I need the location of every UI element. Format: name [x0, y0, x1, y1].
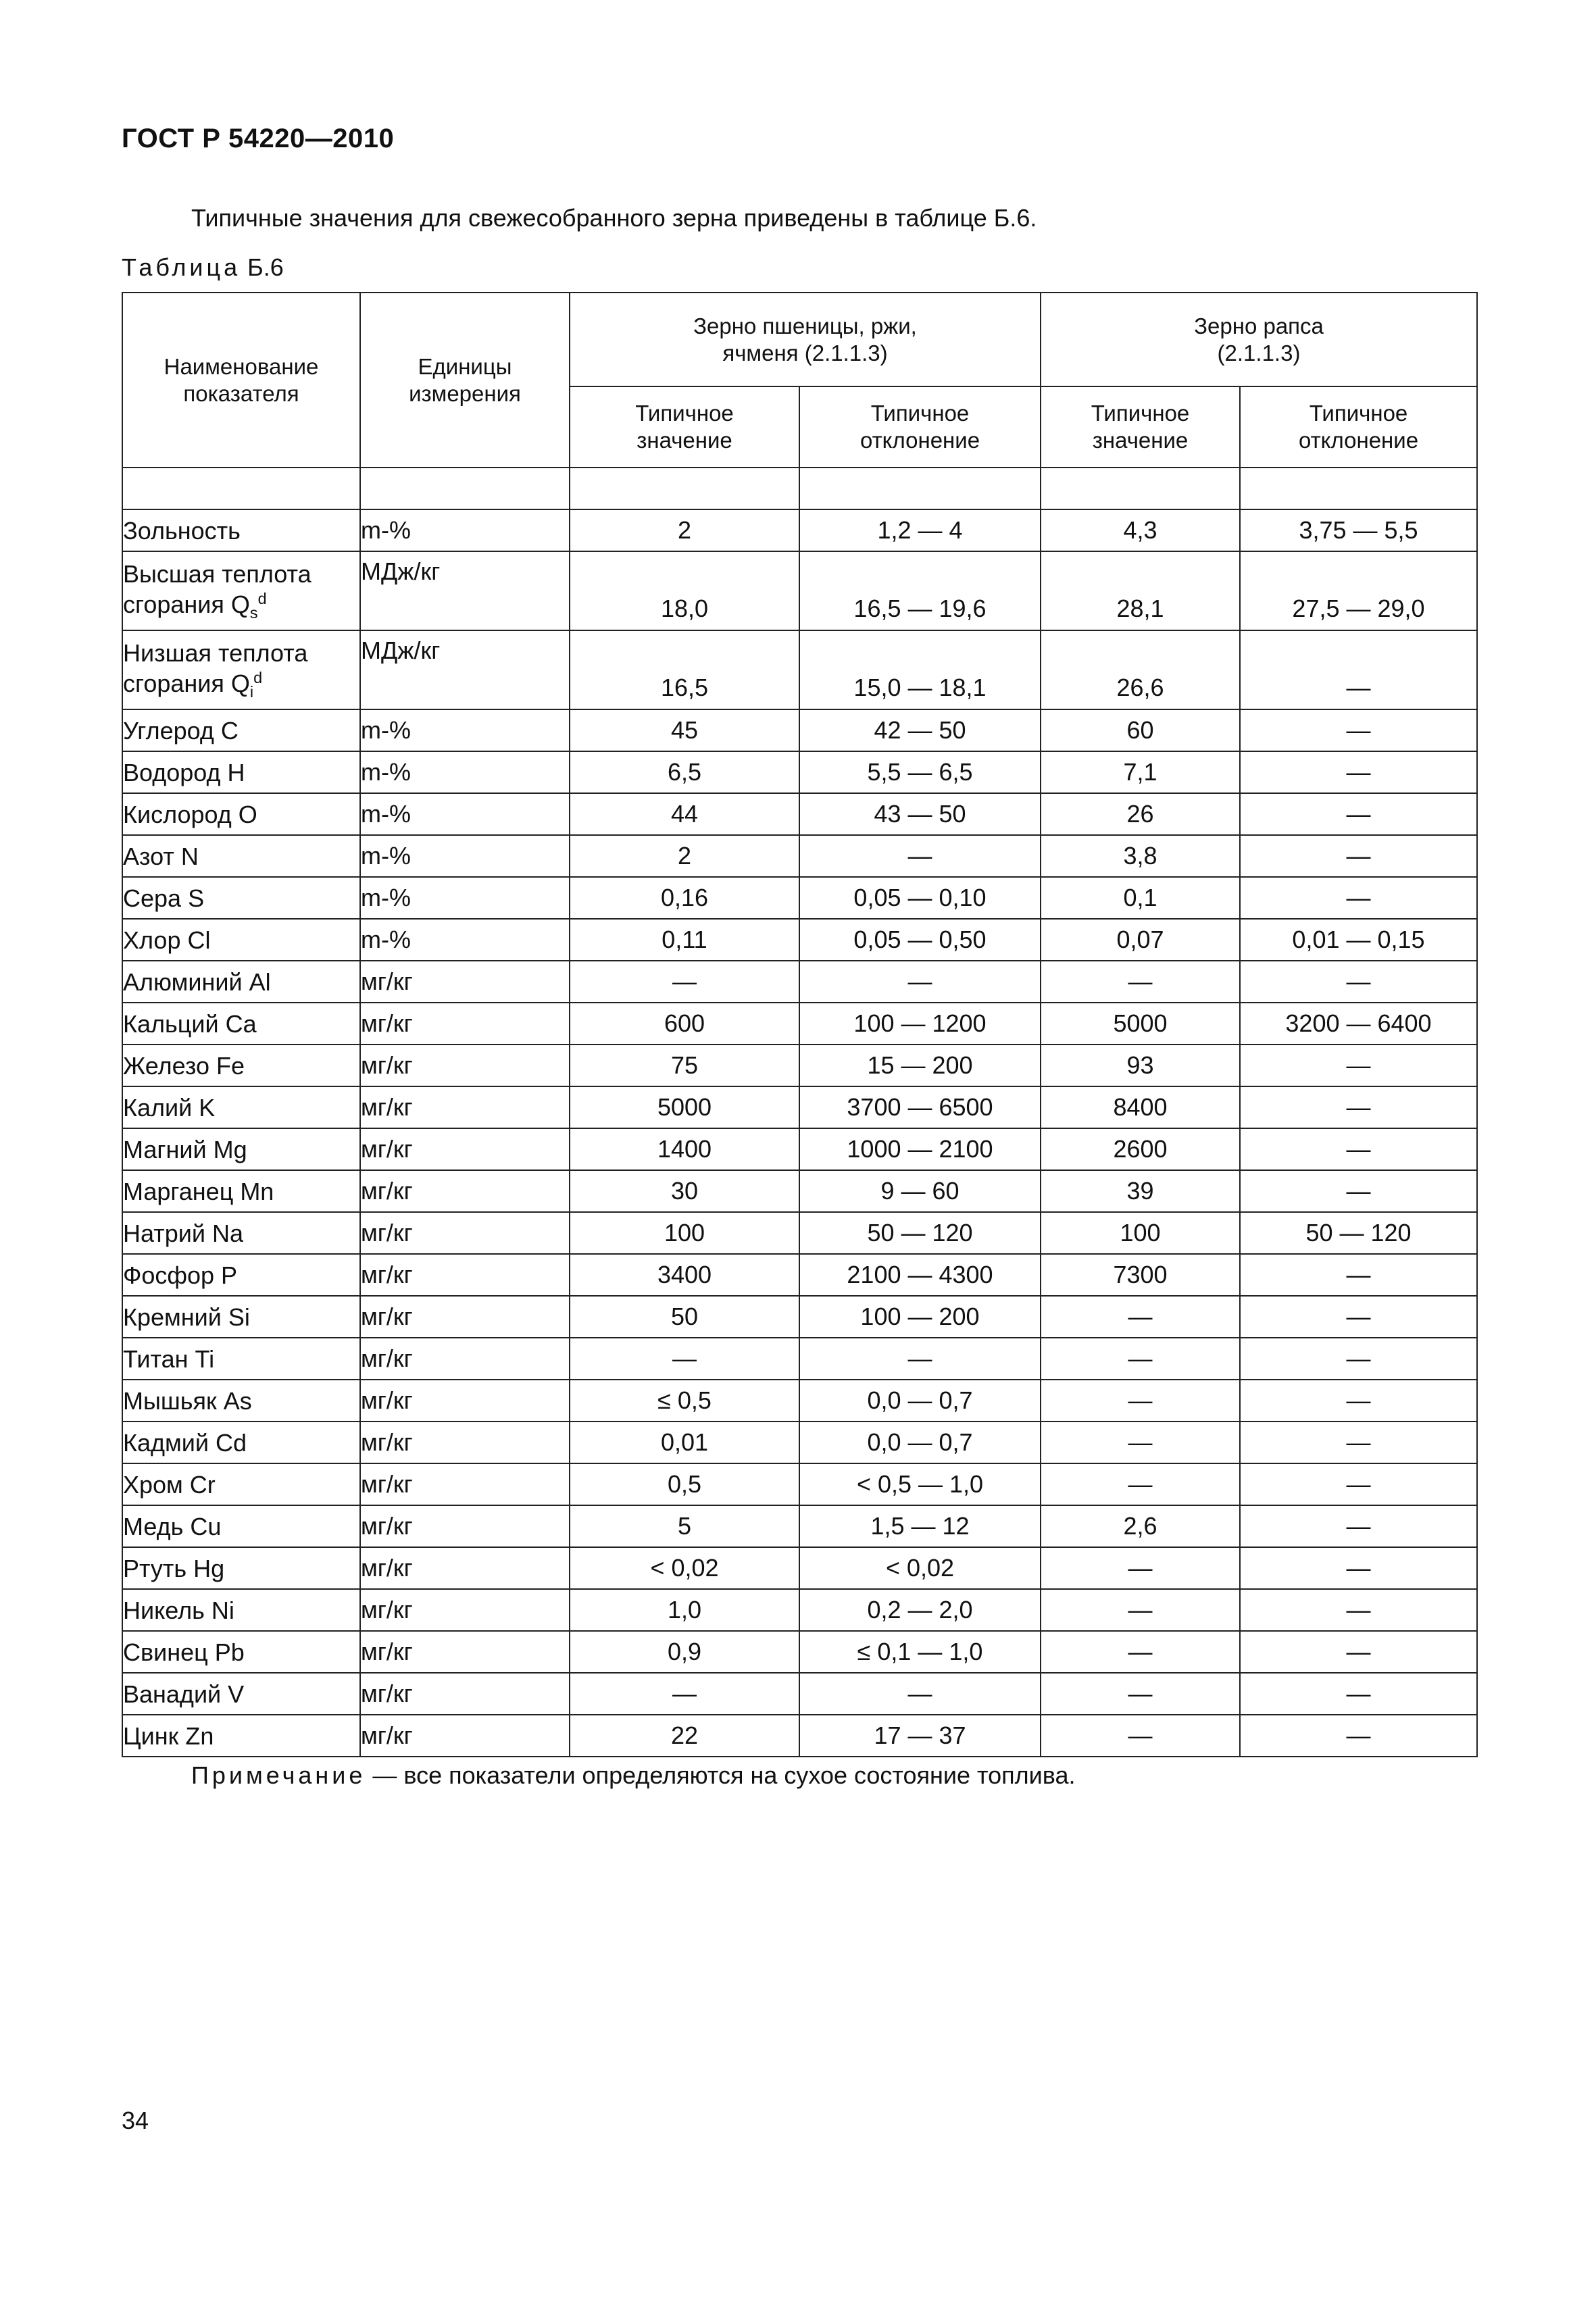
unit-cell: мг/кг: [360, 1045, 570, 1086]
grain-typical-deviation-cell: 5,5 — 6,5: [799, 751, 1041, 793]
grain-typical-deviation-cell: 16,5 — 19,6: [799, 551, 1041, 630]
rapeseed-typical-value-cell: 60: [1041, 709, 1240, 751]
table-row: [122, 551, 1477, 630]
table-row: [122, 1380, 1477, 1422]
grain-typical-deviation-cell: —: [799, 961, 1041, 1003]
indicator-name-cell: Мышьяк As: [122, 1380, 360, 1422]
grain-typical-deviation-cell: 100 — 1200: [799, 1003, 1041, 1045]
table-row: [122, 835, 1477, 877]
rapeseed-typical-value-cell: 26: [1041, 793, 1240, 835]
header-name: Наименование показателя: [122, 293, 360, 468]
indicator-name-cell: Кремний Si: [122, 1296, 360, 1338]
grain-typical-value-cell: —: [570, 1338, 799, 1380]
unit-cell: мг/кг: [360, 1212, 570, 1254]
unit-cell: мг/кг: [360, 1547, 570, 1589]
table-row: [122, 1673, 1477, 1715]
document-header: ГОСТ Р 54220—2010: [122, 124, 395, 153]
rapeseed-typical-deviation-cell: —: [1240, 793, 1477, 835]
rapeseed-typical-value-cell: 2,6: [1041, 1505, 1240, 1547]
header-group-grain: Зерно пшеницы, ржи, ячменя (2.1.1.3): [570, 293, 1041, 386]
table-row: [122, 961, 1477, 1003]
grain-typical-value-cell: 45: [570, 709, 799, 751]
header-typical-deviation: Типичное отклонение: [799, 386, 1041, 468]
rapeseed-typical-value-cell: —: [1041, 1673, 1240, 1715]
rapeseed-typical-value-cell: —: [1041, 961, 1240, 1003]
indicator-name-cell: Ртуть Hg: [122, 1547, 360, 1589]
rapeseed-typical-value-cell: 0,1: [1041, 877, 1240, 919]
rapeseed-typical-deviation-cell: —: [1240, 1589, 1477, 1631]
grain-typical-deviation-cell: 100 — 200: [799, 1296, 1041, 1338]
grain-typical-value-cell: 100: [570, 1212, 799, 1254]
unit-cell: МДж/кг: [360, 630, 570, 709]
grain-typical-value-cell: 0,11: [570, 919, 799, 961]
grain-typical-deviation-cell: —: [799, 835, 1041, 877]
table-row: [122, 919, 1477, 961]
rapeseed-typical-deviation-cell: —: [1240, 1380, 1477, 1422]
unit-cell: МДж/кг: [360, 551, 570, 630]
indicator-name-cell: Сера S: [122, 877, 360, 919]
rapeseed-typical-deviation-cell: 50 — 120: [1240, 1212, 1477, 1254]
table-row: [122, 1463, 1477, 1505]
grain-typical-value-cell: 2: [570, 835, 799, 877]
grain-typical-deviation-cell: 2100 — 4300: [799, 1254, 1041, 1296]
rapeseed-typical-value-cell: —: [1041, 1589, 1240, 1631]
grain-typical-deviation-cell: 0,0 — 0,7: [799, 1380, 1041, 1422]
grain-typical-deviation-cell: 0,05 — 0,50: [799, 919, 1041, 961]
grain-typical-value-cell: 44: [570, 793, 799, 835]
grain-typical-deviation-cell: 1,2 — 4: [799, 509, 1041, 551]
page-number: 34: [122, 2107, 149, 2134]
rapeseed-typical-deviation-cell: —: [1240, 1128, 1477, 1170]
rapeseed-typical-value-cell: 8400: [1041, 1086, 1240, 1128]
indicator-name-cell: Марганец Mn: [122, 1170, 360, 1212]
grain-typical-value-cell: 75: [570, 1045, 799, 1086]
table-row: [122, 1589, 1477, 1631]
rapeseed-typical-deviation-cell: —: [1240, 1715, 1477, 1757]
rapeseed-typical-value-cell: 7,1: [1041, 751, 1240, 793]
rapeseed-typical-deviation-cell: —: [1240, 1463, 1477, 1505]
grain-typical-deviation-cell: < 0,02: [799, 1547, 1041, 1589]
grain-typical-deviation-cell: 9 — 60: [799, 1170, 1041, 1212]
unit-cell: m-%: [360, 751, 570, 793]
table-row: [122, 1505, 1477, 1547]
indicator-name-cell: Хлор Cl: [122, 919, 360, 961]
grain-typical-deviation-cell: 0,0 — 0,7: [799, 1422, 1041, 1463]
table-row: [122, 1254, 1477, 1296]
rapeseed-typical-value-cell: —: [1041, 1296, 1240, 1338]
indicator-name-cell: Магний Mg: [122, 1128, 360, 1170]
grain-typical-value-cell: 0,5: [570, 1463, 799, 1505]
indicator-name-cell: Высшая теплота сгорания $Q_s^d$: [122, 551, 360, 630]
indicator-name-cell: Кадмий Cd: [122, 1422, 360, 1463]
grain-typical-value-cell: 18,0: [570, 551, 799, 630]
grain-typical-value-cell: —: [570, 961, 799, 1003]
indicator-name-cell: Медь Cu: [122, 1505, 360, 1547]
grain-typical-value-cell: 1,0: [570, 1589, 799, 1631]
rapeseed-typical-value-cell: 2600: [1041, 1128, 1240, 1170]
table-row: [122, 1422, 1477, 1463]
unit-cell: мг/кг: [360, 1422, 570, 1463]
rapeseed-typical-deviation-cell: —: [1240, 1296, 1477, 1338]
table-row: [122, 1128, 1477, 1170]
table-row: [122, 1296, 1477, 1338]
indicator-name-cell: Цинк Zn: [122, 1715, 360, 1757]
grain-typical-value-cell: 0,16: [570, 877, 799, 919]
rapeseed-typical-deviation-cell: 27,5 — 29,0: [1240, 551, 1477, 630]
table-row: [122, 793, 1477, 835]
unit-cell: мг/кг: [360, 1380, 570, 1422]
grain-typical-value-cell: 16,5: [570, 630, 799, 709]
rapeseed-typical-deviation-cell: —: [1240, 1631, 1477, 1673]
rapeseed-typical-value-cell: 4,3: [1041, 509, 1240, 551]
grain-typical-value-cell: ≤ 0,5: [570, 1380, 799, 1422]
unit-cell: мг/кг: [360, 1463, 570, 1505]
note-text: — все показатели определяются на сухое состояние топлива.: [366, 1761, 1076, 1789]
unit-cell: m-%: [360, 835, 570, 877]
rapeseed-typical-deviation-cell: —: [1240, 877, 1477, 919]
rapeseed-typical-value-cell: 39: [1041, 1170, 1240, 1212]
grain-typical-value-cell: 6,5: [570, 751, 799, 793]
rapeseed-typical-deviation-cell: —: [1240, 1170, 1477, 1212]
table-row: [122, 1715, 1477, 1757]
rapeseed-typical-deviation-cell: 3,75 — 5,5: [1240, 509, 1477, 551]
grain-typical-deviation-cell: 17 — 37: [799, 1715, 1041, 1757]
unit-cell: m-%: [360, 709, 570, 751]
table-row: [122, 509, 1477, 551]
unit-cell: мг/кг: [360, 1003, 570, 1045]
data-table: [122, 292, 1478, 1757]
unit-cell: мг/кг: [360, 1505, 570, 1547]
indicator-name-cell: Никель Ni: [122, 1589, 360, 1631]
rapeseed-typical-deviation-cell: —: [1240, 751, 1477, 793]
grain-typical-deviation-cell: —: [799, 1673, 1041, 1715]
grain-typical-deviation-cell: < 0,5 — 1,0: [799, 1463, 1041, 1505]
indicator-name-cell: Железо Fe: [122, 1045, 360, 1086]
rapeseed-typical-deviation-cell: —: [1240, 1254, 1477, 1296]
table-row: [122, 1003, 1477, 1045]
rapeseed-typical-deviation-cell: —: [1240, 835, 1477, 877]
unit-cell: мг/кг: [360, 1128, 570, 1170]
rapeseed-typical-value-cell: 100: [1041, 1212, 1240, 1254]
grain-typical-value-cell: —: [570, 1673, 799, 1715]
rapeseed-typical-value-cell: 5000: [1041, 1003, 1240, 1045]
rapeseed-typical-deviation-cell: —: [1240, 1045, 1477, 1086]
table-row: [122, 1045, 1477, 1086]
table-row: [122, 1338, 1477, 1380]
rapeseed-typical-value-cell: —: [1041, 1715, 1240, 1757]
grain-typical-deviation-cell: ≤ 0,1 — 1,0: [799, 1631, 1041, 1673]
unit-cell: m-%: [360, 877, 570, 919]
unit-cell: m-%: [360, 919, 570, 961]
grain-typical-value-cell: 600: [570, 1003, 799, 1045]
table-row: [122, 1086, 1477, 1128]
indicator-name-cell: Хром Cr: [122, 1463, 360, 1505]
table-row: [122, 1170, 1477, 1212]
table-row: [122, 709, 1477, 751]
grain-typical-deviation-cell: 0,2 — 2,0: [799, 1589, 1041, 1631]
table-caption: [122, 253, 284, 282]
grain-typical-deviation-cell: 15 — 200: [799, 1045, 1041, 1086]
indicator-name-cell: Титан Ti: [122, 1338, 360, 1380]
grain-typical-value-cell: 3400: [570, 1254, 799, 1296]
indicator-name-cell: Зольность: [122, 509, 360, 551]
unit-cell: мг/кг: [360, 1589, 570, 1631]
grain-typical-value-cell: 2: [570, 509, 799, 551]
rapeseed-typical-deviation-cell: —: [1240, 1338, 1477, 1380]
header-group-rapeseed: Зерно рапса (2.1.1.3): [1041, 293, 1477, 386]
rapeseed-typical-value-cell: 7300: [1041, 1254, 1240, 1296]
header-typical-deviation: Типичное отклонение: [1240, 386, 1477, 468]
grain-typical-value-cell: 30: [570, 1170, 799, 1212]
table-row: [122, 630, 1477, 709]
rapeseed-typical-deviation-cell: —: [1240, 630, 1477, 709]
grain-typical-value-cell: 0,01: [570, 1422, 799, 1463]
rapeseed-typical-deviation-cell: —: [1240, 961, 1477, 1003]
unit-cell: m-%: [360, 793, 570, 835]
grain-typical-deviation-cell: —: [799, 1338, 1041, 1380]
unit-cell: мг/кг: [360, 961, 570, 1003]
unit-cell: мг/кг: [360, 1170, 570, 1212]
rapeseed-typical-value-cell: 0,07: [1041, 919, 1240, 961]
indicator-name-cell: Углерод C: [122, 709, 360, 751]
table-row: [122, 1547, 1477, 1589]
unit-cell: мг/кг: [360, 1086, 570, 1128]
rapeseed-typical-deviation-cell: 0,01 — 0,15: [1240, 919, 1477, 961]
grain-typical-value-cell: 5: [570, 1505, 799, 1547]
indicator-name-cell: Кислород O: [122, 793, 360, 835]
rapeseed-typical-deviation-cell: 3200 — 6400: [1240, 1003, 1477, 1045]
note-label: Примечание: [191, 1761, 366, 1789]
unit-cell: m-%: [360, 509, 570, 551]
indicator-name-cell: Кальций Ca: [122, 1003, 360, 1045]
table-note: [191, 1761, 1076, 1790]
grain-typical-value-cell: 0,9: [570, 1631, 799, 1673]
indicator-name-cell: Свинец Pb: [122, 1631, 360, 1673]
rapeseed-typical-value-cell: 93: [1041, 1045, 1240, 1086]
grain-typical-deviation-cell: 1000 — 2100: [799, 1128, 1041, 1170]
indicator-name-cell: Водород H: [122, 751, 360, 793]
rapeseed-typical-value-cell: —: [1041, 1380, 1240, 1422]
grain-typical-value-cell: 5000: [570, 1086, 799, 1128]
grain-typical-deviation-cell: 15,0 — 18,1: [799, 630, 1041, 709]
table-body: [122, 509, 1477, 1757]
indicator-name-cell: Фосфор P: [122, 1254, 360, 1296]
table-row: [122, 1212, 1477, 1254]
indicator-name-cell: Низшая теплота сгорания $Q_i^d$: [122, 630, 360, 709]
rapeseed-typical-deviation-cell: —: [1240, 1547, 1477, 1589]
rapeseed-typical-deviation-cell: —: [1240, 1673, 1477, 1715]
rapeseed-typical-value-cell: —: [1041, 1631, 1240, 1673]
indicator-name-cell: Калий K: [122, 1086, 360, 1128]
rapeseed-typical-value-cell: —: [1041, 1463, 1240, 1505]
grain-typical-deviation-cell: 0,05 — 0,10: [799, 877, 1041, 919]
grain-typical-deviation-cell: 1,5 — 12: [799, 1505, 1041, 1547]
rapeseed-typical-value-cell: 3,8: [1041, 835, 1240, 877]
table-row: [122, 751, 1477, 793]
grain-typical-deviation-cell: 42 — 50: [799, 709, 1041, 751]
rapeseed-typical-value-cell: —: [1041, 1422, 1240, 1463]
grain-typical-deviation-cell: 3700 — 6500: [799, 1086, 1041, 1128]
unit-cell: мг/кг: [360, 1715, 570, 1757]
rapeseed-typical-deviation-cell: —: [1240, 1505, 1477, 1547]
rapeseed-typical-value-cell: 28,1: [1041, 551, 1240, 630]
unit-cell: мг/кг: [360, 1254, 570, 1296]
grain-typical-value-cell: 22: [570, 1715, 799, 1757]
unit-cell: мг/кг: [360, 1338, 570, 1380]
table-row: [122, 877, 1477, 919]
intro-paragraph: Типичные значения для свежесобранного зерна приведены в таблице Б.6.: [191, 204, 1037, 232]
rapeseed-typical-value-cell: —: [1041, 1338, 1240, 1380]
unit-cell: мг/кг: [360, 1673, 570, 1715]
grain-typical-value-cell: 1400: [570, 1128, 799, 1170]
rapeseed-typical-value-cell: 26,6: [1041, 630, 1240, 709]
rapeseed-typical-value-cell: —: [1041, 1547, 1240, 1589]
rapeseed-typical-deviation-cell: —: [1240, 1422, 1477, 1463]
indicator-name-cell: Азот N: [122, 835, 360, 877]
grain-typical-deviation-cell: 50 — 120: [799, 1212, 1041, 1254]
header-unit: Единицы измерения: [360, 293, 570, 468]
indicator-name-cell: Ванадий V: [122, 1673, 360, 1715]
table-row: [122, 1631, 1477, 1673]
rapeseed-typical-deviation-cell: —: [1240, 1086, 1477, 1128]
header-typical-value: Типичное значение: [1041, 386, 1240, 468]
grain-typical-value-cell: 50: [570, 1296, 799, 1338]
grain-typical-deviation-cell: 43 — 50: [799, 793, 1041, 835]
table-caption-number: Б.6: [247, 253, 284, 281]
grain-typical-value-cell: < 0,02: [570, 1547, 799, 1589]
unit-cell: мг/кг: [360, 1631, 570, 1673]
rapeseed-typical-deviation-cell: —: [1240, 709, 1477, 751]
table-caption-label: Таблица: [122, 253, 241, 281]
unit-cell: мг/кг: [360, 1296, 570, 1338]
indicator-name-cell: Натрий Na: [122, 1212, 360, 1254]
indicator-name-cell: Алюминий Al: [122, 961, 360, 1003]
header-typical-value: Типичное значение: [570, 386, 799, 468]
